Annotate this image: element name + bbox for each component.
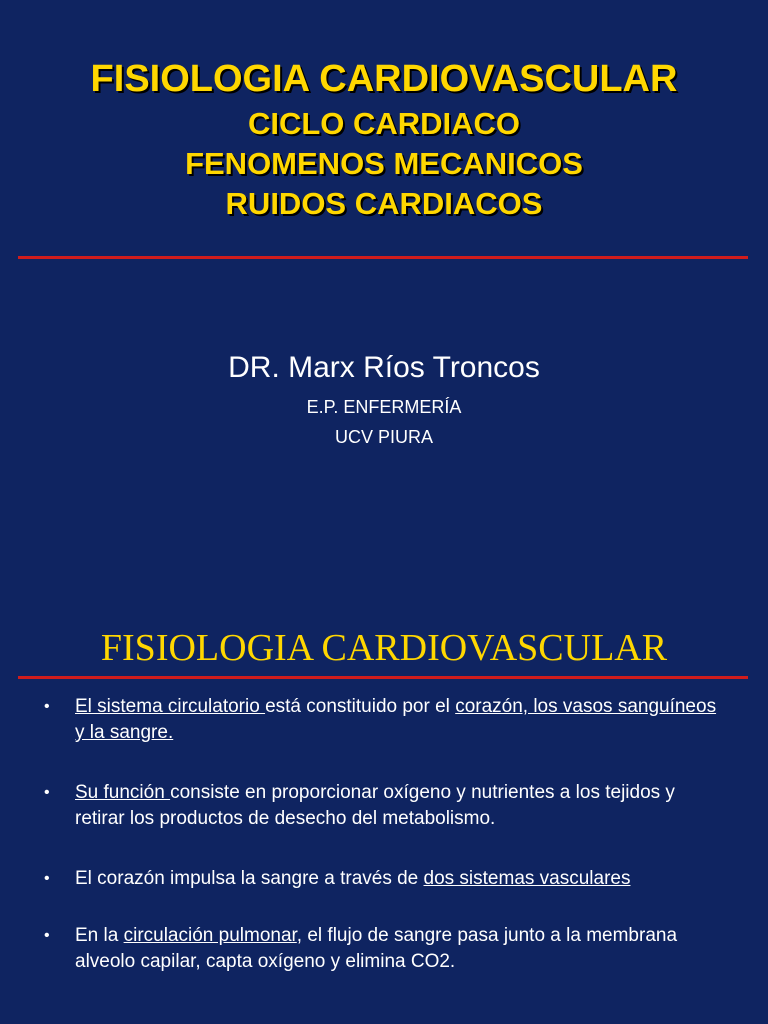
- bullet-text: El corazón impulsa la sangre a través de: [75, 868, 424, 889]
- bullet-text: está constituido por el: [265, 696, 456, 717]
- content-slide: [0, 610, 768, 1024]
- slide-subtitle-ruidos: RUIDOS CARDIACOS: [225, 186, 543, 221]
- bullet-list: [44, 694, 724, 1009]
- affiliation-university: UCV PIURA: [334, 427, 433, 447]
- link-dos-sistemas-vasculares[interactable]: dos sistemas vasculares: [423, 868, 631, 889]
- bullet-text: consiste en proporcionar oxígeno y nutrientes a los tejidos y retirar los productos de desecho del metabolismo.: [75, 782, 675, 829]
- bullet-marker: •: [44, 698, 50, 715]
- bullet-text: En la: [75, 925, 124, 946]
- content-slide-title: FISIOLOGIA CARDIOVASCULAR: [100, 627, 668, 669]
- author-name: DR. Marx Ríos Troncos: [228, 351, 540, 384]
- bullet-function: [44, 780, 724, 832]
- slide-title: FISIOLOGIA CARDIOVASCULAR: [90, 58, 678, 100]
- bullet-pulmonary-circulation: [44, 923, 724, 975]
- link-su-funcion[interactable]: Su función: [75, 782, 171, 803]
- slide-subtitle-ciclo: CICLO CARDIACO: [247, 106, 521, 141]
- title-divider: [18, 256, 748, 259]
- bullet-circulatory-system: [44, 694, 724, 746]
- bullet-marker: •: [44, 784, 50, 801]
- slide-subtitle-fenomenos: FENOMENOS MECANICOS: [185, 146, 583, 181]
- affiliation-school: E.P. ENFERMERÍA: [306, 397, 462, 417]
- link-sistema-circulatorio[interactable]: El sistema circulatorio: [75, 696, 266, 717]
- bullet-text: , el flujo de sangre pasa junto a la membrana alveolo capilar, capta oxígeno y elimina CO2.: [75, 925, 678, 972]
- bullet-vascular-systems: [44, 866, 724, 892]
- bullet-marker: •: [44, 927, 50, 944]
- content-title-divider: [18, 676, 748, 679]
- bullet-marker: •: [44, 870, 50, 887]
- link-circulacion-pulmonar[interactable]: circulación pulmonar: [123, 925, 297, 946]
- link-corazon-vasos-sangre[interactable]: corazón, los vasos sanguíneos y la sangre.: [75, 696, 717, 743]
